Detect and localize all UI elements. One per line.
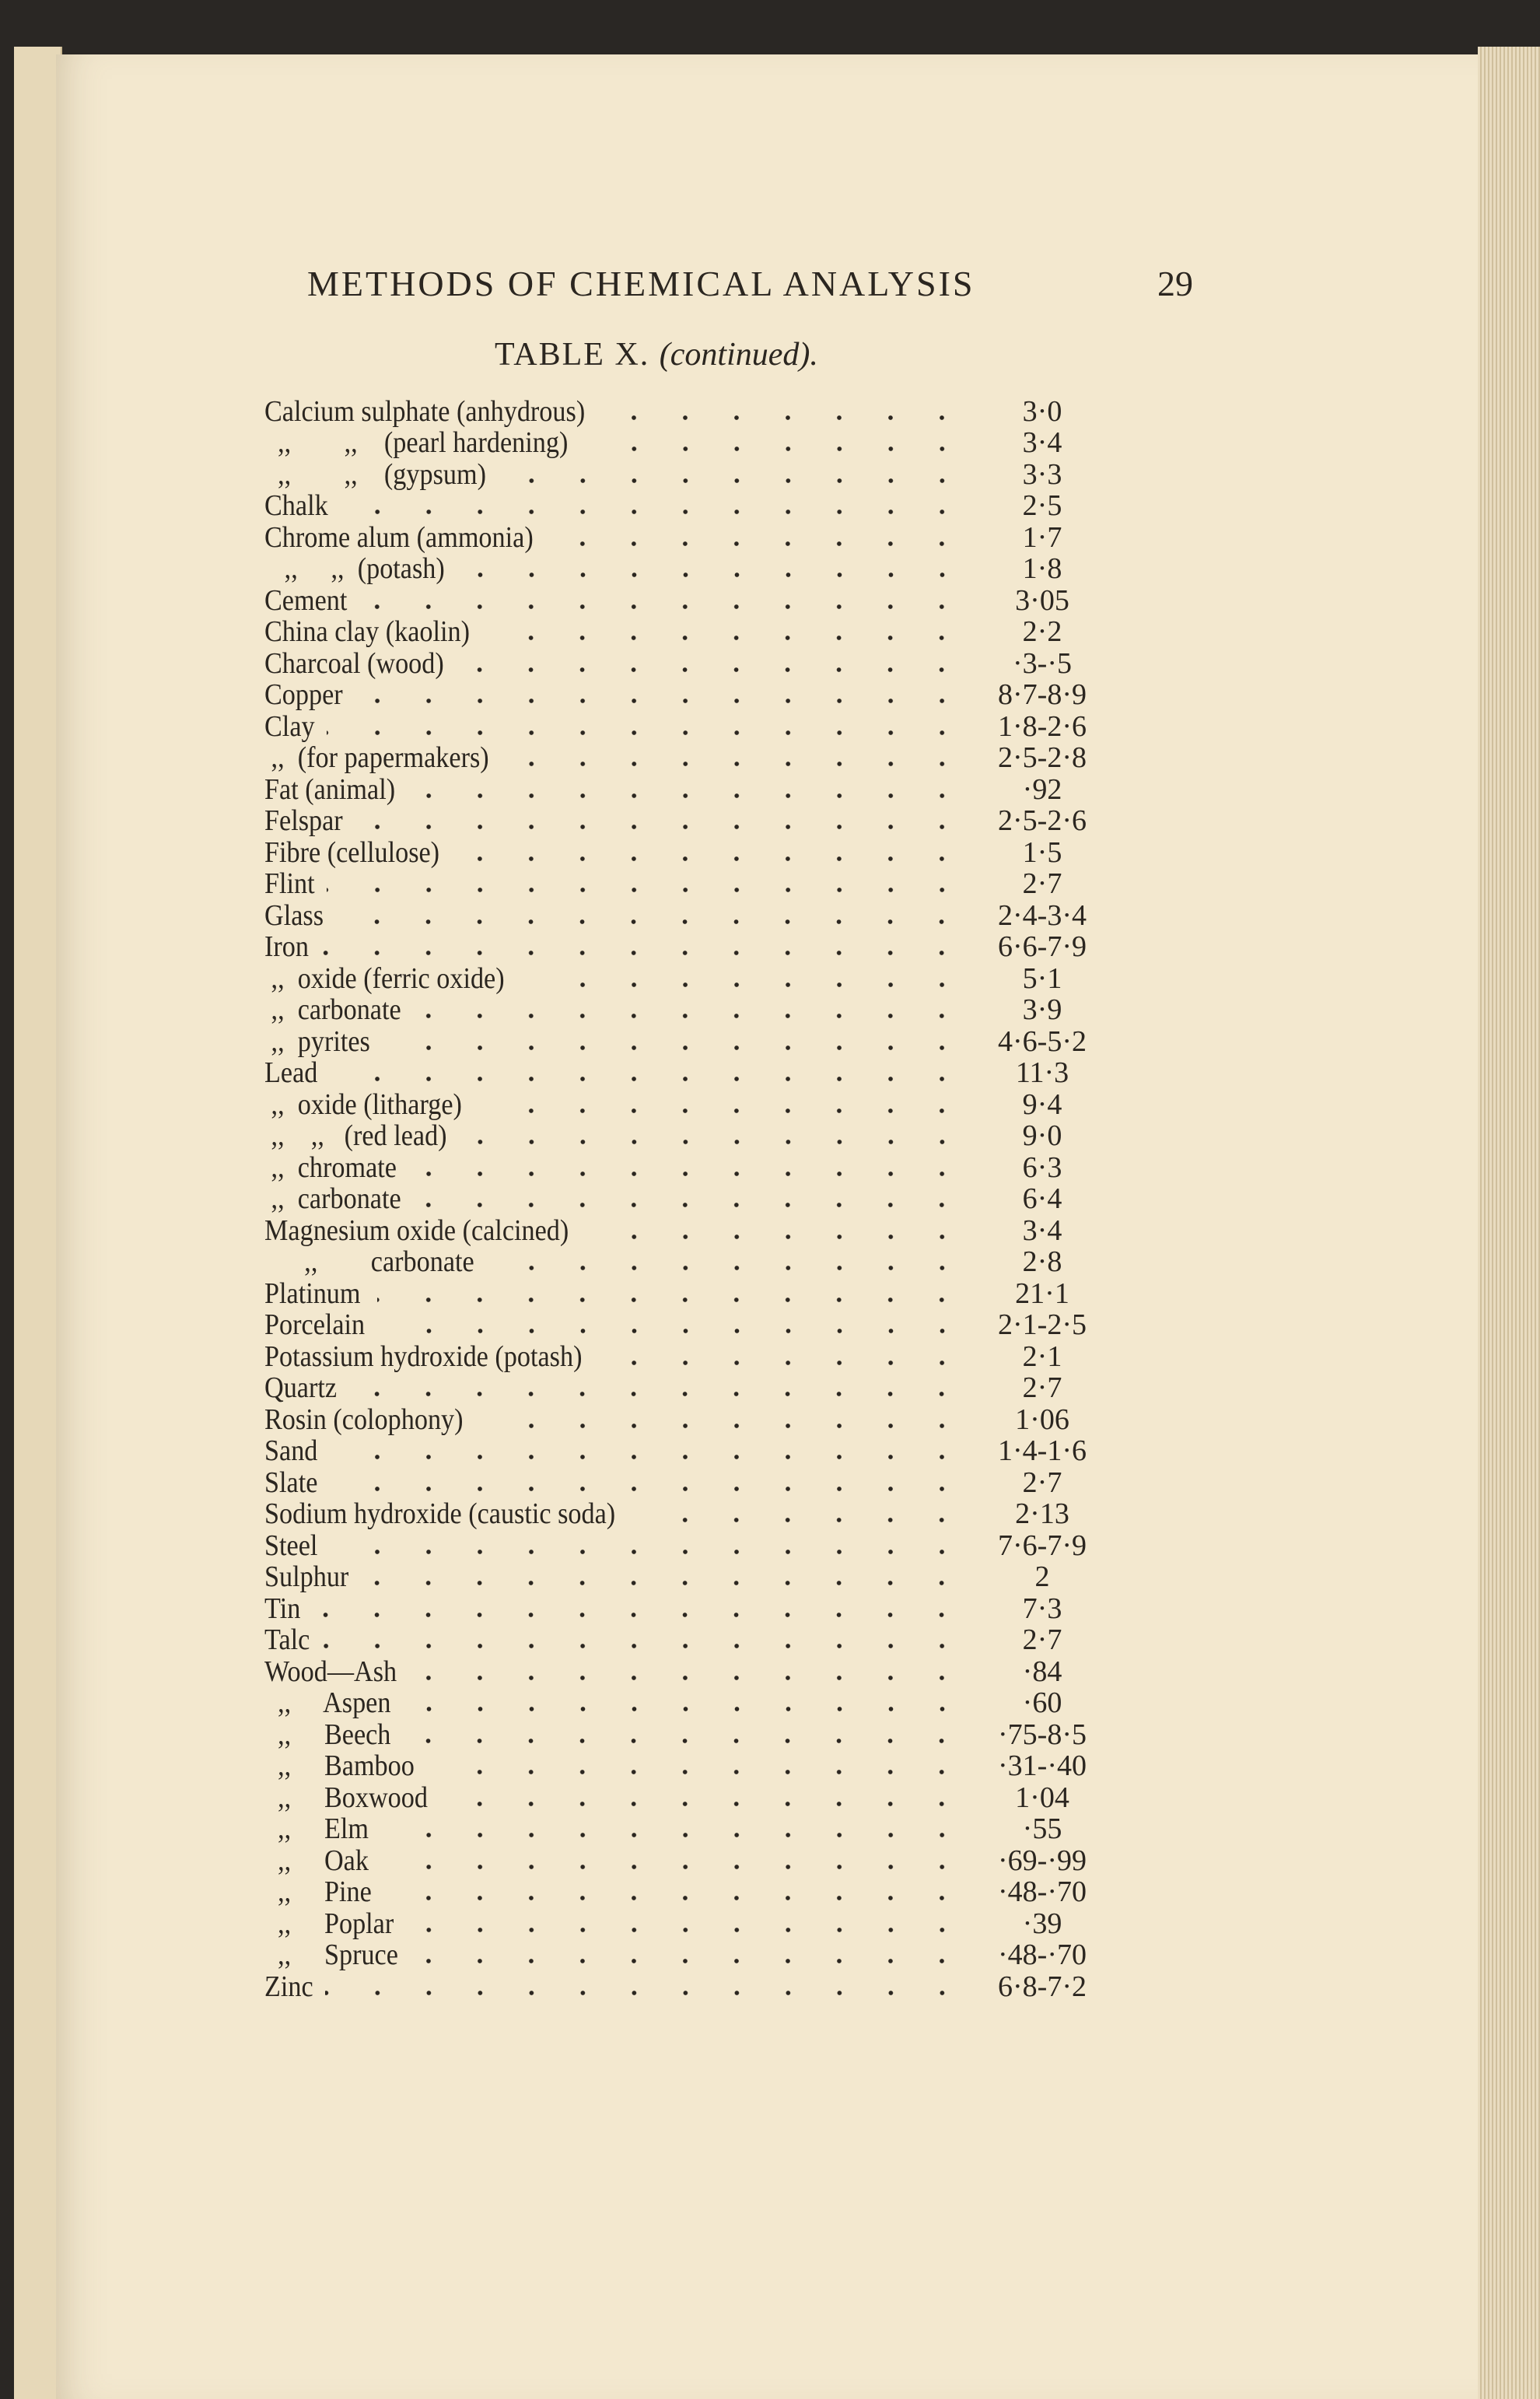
table-row bbox=[264, 427, 1104, 459]
table-row bbox=[264, 1025, 1104, 1057]
dot-leader bbox=[418, 1152, 974, 1183]
material-name: Charcoal (wood) bbox=[264, 646, 444, 680]
dot-leader bbox=[437, 1750, 974, 1781]
specific-gravity-value: 6·8-7·2 bbox=[998, 1970, 1087, 2003]
specific-gravity-value: 1·8-2·6 bbox=[998, 709, 1087, 743]
material-name: ,, (for papermakers) bbox=[264, 741, 489, 774]
running-title: METHODS OF CHEMICAL ANALYSIS bbox=[307, 264, 975, 303]
dot-leader bbox=[330, 1530, 974, 1561]
specific-gravity-value: 3·9 bbox=[1022, 993, 1062, 1026]
specific-gravity-value: 2·4-3·4 bbox=[998, 898, 1087, 932]
dot-leader bbox=[336, 900, 974, 931]
material-name: ,, Bamboo bbox=[264, 1749, 415, 1782]
material-name: Zinc bbox=[264, 1970, 313, 2003]
dot-leader bbox=[660, 1498, 974, 1529]
table-row bbox=[264, 1214, 1104, 1246]
dot-leader bbox=[390, 1876, 974, 1907]
dot-leader bbox=[310, 1593, 974, 1624]
dot-leader bbox=[364, 1561, 974, 1592]
specific-gravity-value: 5·1 bbox=[1022, 961, 1062, 995]
specific-gravity-value: 2·5-2·6 bbox=[998, 804, 1087, 837]
material-name: Potassium hydroxide (potash) bbox=[264, 1340, 583, 1373]
table-row bbox=[264, 1151, 1104, 1183]
specific-gravity-value: 6·4 bbox=[1022, 1182, 1062, 1215]
dot-leader bbox=[362, 585, 974, 616]
specific-gravity-value: 21·1 bbox=[1015, 1277, 1069, 1310]
specific-gravity-value: 2·5-2·8 bbox=[998, 741, 1087, 774]
material-name: ,, ,, (potash) bbox=[264, 552, 445, 585]
dot-leader bbox=[351, 1372, 974, 1403]
table-row bbox=[264, 647, 1104, 679]
table-row bbox=[264, 1655, 1104, 1687]
table-row bbox=[264, 521, 1104, 553]
table-row bbox=[264, 1277, 1104, 1309]
table-row bbox=[264, 1592, 1104, 1624]
material-name: Felspar bbox=[264, 804, 343, 837]
material-name: ,, Aspen bbox=[264, 1686, 391, 1719]
specific-gravity-value: 1·06 bbox=[1015, 1403, 1069, 1436]
specific-gravity-value: 3·05 bbox=[1015, 583, 1069, 617]
table-row bbox=[264, 1750, 1104, 1782]
specific-gravity-value: ·60 bbox=[1022, 1686, 1062, 1719]
material-name: Clay bbox=[264, 709, 315, 743]
table-row bbox=[264, 836, 1104, 868]
table-row bbox=[264, 931, 1104, 963]
specific-gravity-value: ·31-·40 bbox=[998, 1749, 1087, 1782]
material-name: ,, Elm bbox=[264, 1812, 369, 1845]
dot-leader bbox=[358, 679, 974, 710]
material-name: Tin bbox=[264, 1592, 301, 1625]
material-name: Porcelain bbox=[264, 1308, 366, 1341]
specific-gravity-value: ·75-8·5 bbox=[998, 1718, 1087, 1751]
specific-gravity-value: 3·3 bbox=[1022, 457, 1062, 491]
specific-gravity-value: 3·0 bbox=[1022, 394, 1062, 428]
dot-leader bbox=[499, 616, 974, 647]
page-stack-edge bbox=[1478, 47, 1540, 2399]
dot-leader bbox=[452, 1782, 974, 1813]
facing-page-edge bbox=[14, 47, 62, 2399]
table-row bbox=[264, 1403, 1104, 1435]
table-row bbox=[264, 742, 1104, 774]
specific-gravity-value: ·48-·70 bbox=[998, 1875, 1087, 1908]
dot-leader bbox=[358, 805, 974, 836]
material-name: ,, ,, (red lead) bbox=[264, 1119, 447, 1152]
dot-leader bbox=[470, 648, 974, 679]
table-row bbox=[264, 1813, 1104, 1845]
specific-gravity-value: 6·6-7·9 bbox=[998, 930, 1087, 963]
table-row bbox=[264, 395, 1104, 427]
specific-gravity-value: 2·1-2·5 bbox=[998, 1308, 1087, 1341]
table-row bbox=[264, 1529, 1104, 1561]
specific-gravity-value: 2·7 bbox=[1022, 1466, 1062, 1499]
dot-leader bbox=[330, 1057, 974, 1088]
dot-leader bbox=[517, 459, 974, 490]
material-name: Platinum bbox=[264, 1277, 361, 1310]
dot-leader bbox=[320, 931, 974, 962]
dot-leader bbox=[415, 1908, 974, 1939]
material-name: Rosin (colophony) bbox=[264, 1403, 464, 1436]
material-name: Fat (animal) bbox=[264, 772, 396, 806]
specific-gravity-value: ·39 bbox=[1022, 1907, 1062, 1940]
material-name: Iron bbox=[264, 930, 309, 963]
dot-leader bbox=[387, 1845, 974, 1876]
material-name: China clay (kaolin) bbox=[264, 615, 471, 648]
material-name: ,, carbonate bbox=[264, 993, 401, 1026]
table-row bbox=[264, 994, 1104, 1026]
specific-gravity-value: ·69-·99 bbox=[998, 1844, 1087, 1877]
table-row bbox=[264, 1498, 1104, 1530]
material-name: Slate bbox=[264, 1466, 318, 1499]
material-name: Talc bbox=[264, 1623, 310, 1656]
dot-leader bbox=[490, 1089, 974, 1120]
dot-leader bbox=[321, 1624, 974, 1655]
material-name: ,, carbonate bbox=[264, 1245, 474, 1278]
material-name: Chrome alum (ammonia) bbox=[264, 520, 534, 554]
table-row bbox=[264, 458, 1104, 490]
specific-gravity-value: ·48-·70 bbox=[998, 1938, 1087, 1971]
table-row bbox=[264, 1435, 1104, 1467]
dot-leader bbox=[416, 774, 974, 805]
specific-gravity-value: ·3-·5 bbox=[1013, 646, 1072, 680]
dot-leader bbox=[474, 1120, 974, 1151]
table-row bbox=[264, 1624, 1104, 1656]
table-row bbox=[264, 1088, 1104, 1120]
specific-gravity-value: ·84 bbox=[1022, 1655, 1062, 1688]
specific-gravity-value: 3·4 bbox=[1022, 426, 1062, 459]
specific-gravity-value: 2·7 bbox=[1022, 1371, 1062, 1404]
table-title bbox=[495, 336, 818, 373]
specific-gravity-value: 1·8 bbox=[1022, 552, 1062, 585]
specific-gravity-value: 1·04 bbox=[1015, 1781, 1069, 1814]
dot-leader bbox=[330, 1435, 974, 1466]
table-title-label: TABLE X. bbox=[495, 337, 650, 373]
specific-gravity-value: 9·0 bbox=[1022, 1119, 1062, 1152]
specific-gravity-value: 4·6-5·2 bbox=[998, 1024, 1087, 1058]
specific-gravity-value: 2·8 bbox=[1022, 1245, 1062, 1278]
material-name: Flint bbox=[264, 867, 315, 900]
material-name: ,, ,, (pearl hardening) bbox=[264, 426, 569, 459]
specific-gravity-value: 2·7 bbox=[1022, 867, 1062, 900]
specific-gravity-value: 8·7-8·9 bbox=[998, 678, 1087, 711]
material-name: ,, Boxwood bbox=[264, 1781, 428, 1814]
table-row bbox=[264, 490, 1104, 522]
table-row bbox=[264, 1781, 1104, 1813]
table-title-note: (continued). bbox=[659, 337, 818, 373]
table-row bbox=[264, 1183, 1104, 1215]
dot-leader bbox=[327, 868, 974, 899]
material-name: Sand bbox=[264, 1434, 318, 1467]
material-name: Wood—Ash bbox=[264, 1655, 397, 1688]
material-name: Fibre (cellulose) bbox=[264, 835, 440, 869]
dot-leader bbox=[411, 1687, 975, 1718]
material-name: Steel bbox=[264, 1529, 318, 1562]
specific-gravity-table bbox=[264, 395, 1104, 2002]
specific-gravity-value: 2·7 bbox=[1022, 1623, 1062, 1656]
specific-gravity-value: 9·4 bbox=[1022, 1087, 1062, 1121]
table-row bbox=[264, 1309, 1104, 1341]
specific-gravity-value: 7·3 bbox=[1022, 1592, 1062, 1625]
table-row bbox=[264, 1876, 1104, 1908]
dot-leader bbox=[377, 1278, 974, 1309]
dot-leader bbox=[624, 1341, 974, 1372]
dot-leader bbox=[330, 1467, 974, 1498]
dot-leader bbox=[608, 427, 974, 458]
material-name: ,, Spruce bbox=[264, 1938, 398, 1971]
table-row bbox=[264, 773, 1104, 805]
dot-leader bbox=[388, 1026, 974, 1057]
specific-gravity-value: 2 bbox=[1034, 1560, 1050, 1593]
specific-gravity-value: 2·13 bbox=[1015, 1497, 1069, 1530]
dot-leader bbox=[325, 1971, 974, 2002]
material-name: Magnesium oxide (calcined) bbox=[264, 1214, 569, 1247]
table-row bbox=[264, 1057, 1104, 1089]
dot-leader bbox=[537, 963, 974, 994]
table-row bbox=[264, 1970, 1104, 2002]
material-name: Cement bbox=[264, 583, 348, 617]
material-name: Calcium sulphate (anhydrous) bbox=[264, 394, 586, 428]
specific-gravity-value: 2·2 bbox=[1022, 615, 1062, 648]
specific-gravity-value: 1·4-1·6 bbox=[998, 1434, 1087, 1467]
dot-leader bbox=[465, 837, 974, 868]
table-row bbox=[264, 1120, 1104, 1152]
table-row bbox=[264, 1844, 1104, 1876]
table-row bbox=[264, 1372, 1104, 1404]
dot-leader bbox=[492, 1404, 974, 1435]
dot-leader bbox=[471, 553, 974, 584]
material-name: ,, Beech bbox=[264, 1718, 391, 1751]
material-name: Chalk bbox=[264, 489, 328, 522]
table-row bbox=[264, 805, 1104, 837]
specific-gravity-value: 1·7 bbox=[1022, 520, 1062, 554]
dot-leader bbox=[627, 396, 974, 427]
table-row bbox=[264, 868, 1104, 900]
table-row bbox=[264, 553, 1104, 585]
dot-leader bbox=[422, 994, 974, 1025]
table-row bbox=[264, 616, 1104, 648]
material-name: Sodium hydroxide (caustic soda) bbox=[264, 1497, 616, 1530]
material-name: ,, carbonate bbox=[264, 1182, 401, 1215]
material-name: ,, chromate bbox=[264, 1150, 397, 1184]
specific-gravity-value: 2·5 bbox=[1022, 489, 1062, 522]
specific-gravity-value: 6·3 bbox=[1022, 1150, 1062, 1184]
dot-leader bbox=[419, 1939, 974, 1970]
dot-leader bbox=[383, 1309, 974, 1340]
table-row bbox=[264, 899, 1104, 931]
table-row bbox=[264, 584, 1104, 616]
table-row bbox=[264, 1907, 1104, 1939]
dot-leader bbox=[504, 1246, 974, 1277]
table-row bbox=[264, 962, 1104, 994]
table-row bbox=[264, 1466, 1104, 1498]
dot-leader bbox=[387, 1813, 974, 1844]
material-name: ,, ,, (gypsum) bbox=[264, 457, 486, 491]
table-row bbox=[264, 1687, 1104, 1719]
dot-leader bbox=[411, 1719, 974, 1750]
material-name: ,, Oak bbox=[264, 1844, 369, 1877]
material-name: ,, oxide (litharge) bbox=[264, 1087, 462, 1121]
material-name: Lead bbox=[264, 1056, 318, 1089]
dot-leader bbox=[609, 1215, 974, 1246]
material-name: ,, pyrites bbox=[264, 1024, 370, 1058]
table-row bbox=[264, 679, 1104, 711]
material-name: ,, Pine bbox=[264, 1875, 372, 1908]
specific-gravity-value: 2·1 bbox=[1022, 1340, 1062, 1373]
dot-leader bbox=[422, 1183, 974, 1214]
dot-leader bbox=[569, 522, 974, 553]
specific-gravity-value: 1·5 bbox=[1022, 835, 1062, 869]
material-name: Sulphur bbox=[264, 1560, 349, 1593]
table-row bbox=[264, 1939, 1104, 1971]
table-row bbox=[264, 710, 1104, 742]
specific-gravity-value: 3·4 bbox=[1022, 1214, 1062, 1247]
dot-leader bbox=[520, 742, 974, 773]
dot-leader bbox=[418, 1656, 974, 1687]
dot-leader bbox=[327, 711, 974, 742]
table-row bbox=[264, 1246, 1104, 1278]
table-row bbox=[264, 1340, 1104, 1372]
specific-gravity-value: ·55 bbox=[1022, 1812, 1062, 1845]
specific-gravity-value: 11·3 bbox=[1015, 1056, 1069, 1089]
material-name: Quartz bbox=[264, 1371, 338, 1404]
table-row bbox=[264, 1718, 1104, 1750]
table-row bbox=[264, 1561, 1104, 1593]
dot-leader bbox=[341, 490, 974, 521]
material-name: ,, Poplar bbox=[264, 1907, 394, 1940]
specific-gravity-value: ·92 bbox=[1022, 772, 1062, 806]
material-name: ,, oxide (ferric oxide) bbox=[264, 961, 505, 995]
material-name: Copper bbox=[264, 678, 343, 711]
page-number: 29 bbox=[1157, 264, 1193, 303]
specific-gravity-value: 7·6-7·9 bbox=[998, 1529, 1087, 1562]
material-name: Glass bbox=[264, 898, 324, 932]
